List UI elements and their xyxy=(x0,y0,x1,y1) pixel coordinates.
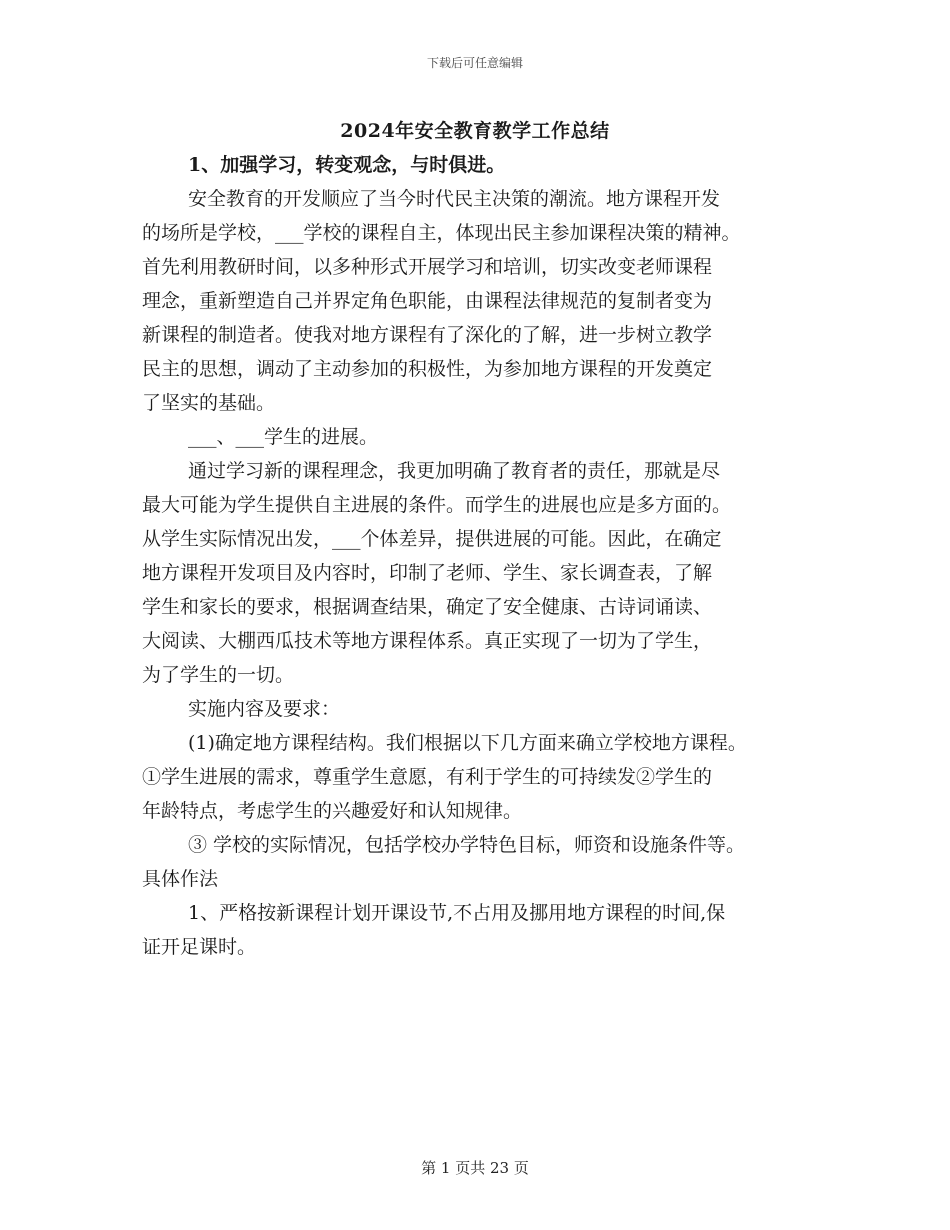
paragraph-line: ①学生进展的需求，尊重学生意愿，有利于学生的可持续发②学生的 xyxy=(142,766,713,788)
paragraph-line: 理念，重新塑造自己并界定角色职能，由课程法律规范的复制者变为 xyxy=(142,290,713,312)
paragraph-line: 首先利用教研时间，以多种形式开展学习和培训，切实改变老师课程 xyxy=(142,256,713,278)
paragraph-line: ③ 学校的实际情况，包括学校办学特色目标，师资和设施条件等。 xyxy=(188,834,746,856)
paragraph-line: 最大可能为学生提供自主进展的条件。而学生的进展也应是多方面的。 xyxy=(142,494,732,516)
paragraph-line: 大阅读、大棚西瓜技术等地方课程体系。真正实现了一切为了学生， xyxy=(142,630,713,652)
paragraph-line: 的场所是学校，___学校的课程自主，体现出民主参加课程决策的精神。 xyxy=(142,222,741,244)
paragraph-line: 为了学生的一切。 xyxy=(142,664,295,686)
paragraph-line: 民主的思想，调动了主动参加的积极性，为参加地方课程的开发奠定 xyxy=(142,358,713,380)
header-note: 下载后可任意编辑 xyxy=(426,56,523,70)
paragraph-line: 学生和家长的要求，根据调查结果，确定了安全健康、古诗词诵读、 xyxy=(142,596,713,618)
page-footer: 第 1 页共 23 页 xyxy=(421,1159,529,1177)
paragraph-line: ___、___学生的进展。 xyxy=(188,426,379,448)
paragraph-line: 实施内容及要求： xyxy=(188,698,341,720)
paragraph-line: 了坚实的基础。 xyxy=(142,392,276,414)
paragraph-line: 地方课程开发项目及内容时，印制了老师、学生、家长调查表，了解 xyxy=(142,562,713,584)
paragraph-line: 安全教育的开发顺应了当今时代民主决策的潮流。地方课程开发 xyxy=(188,188,721,210)
document-title: 2024年安全教育教学工作总结 xyxy=(340,120,610,142)
paragraph-line: 证开足课时。 xyxy=(142,936,257,958)
paragraph-line: 具体作法 xyxy=(142,868,219,890)
document-body xyxy=(142,148,822,964)
section-heading: 1、加强学习，转变观念，与时俱进。 xyxy=(188,154,506,176)
paragraph-line: 年龄特点，考虑学生的兴趣爱好和认知规律。 xyxy=(142,800,523,822)
paragraph-line: 1、严格按新课程计划开课设节,不占用及挪用地方课程的时间,保 xyxy=(188,902,726,924)
paragraph-line: (1)确定地方课程结构。我们根据以下几方面来确立学校地方课程。 xyxy=(188,732,747,754)
paragraph-line: 从学生实际情况出发，___个体差异，提供进展的可能。因此，在确定 xyxy=(142,528,722,550)
paragraph-line: 通过学习新的课程理念，我更加明确了教育者的责任，那就是尽 xyxy=(188,460,721,482)
paragraph-line: 新课程的制造者。使我对地方课程有了深化的了解，进一步树立教学 xyxy=(142,324,713,346)
